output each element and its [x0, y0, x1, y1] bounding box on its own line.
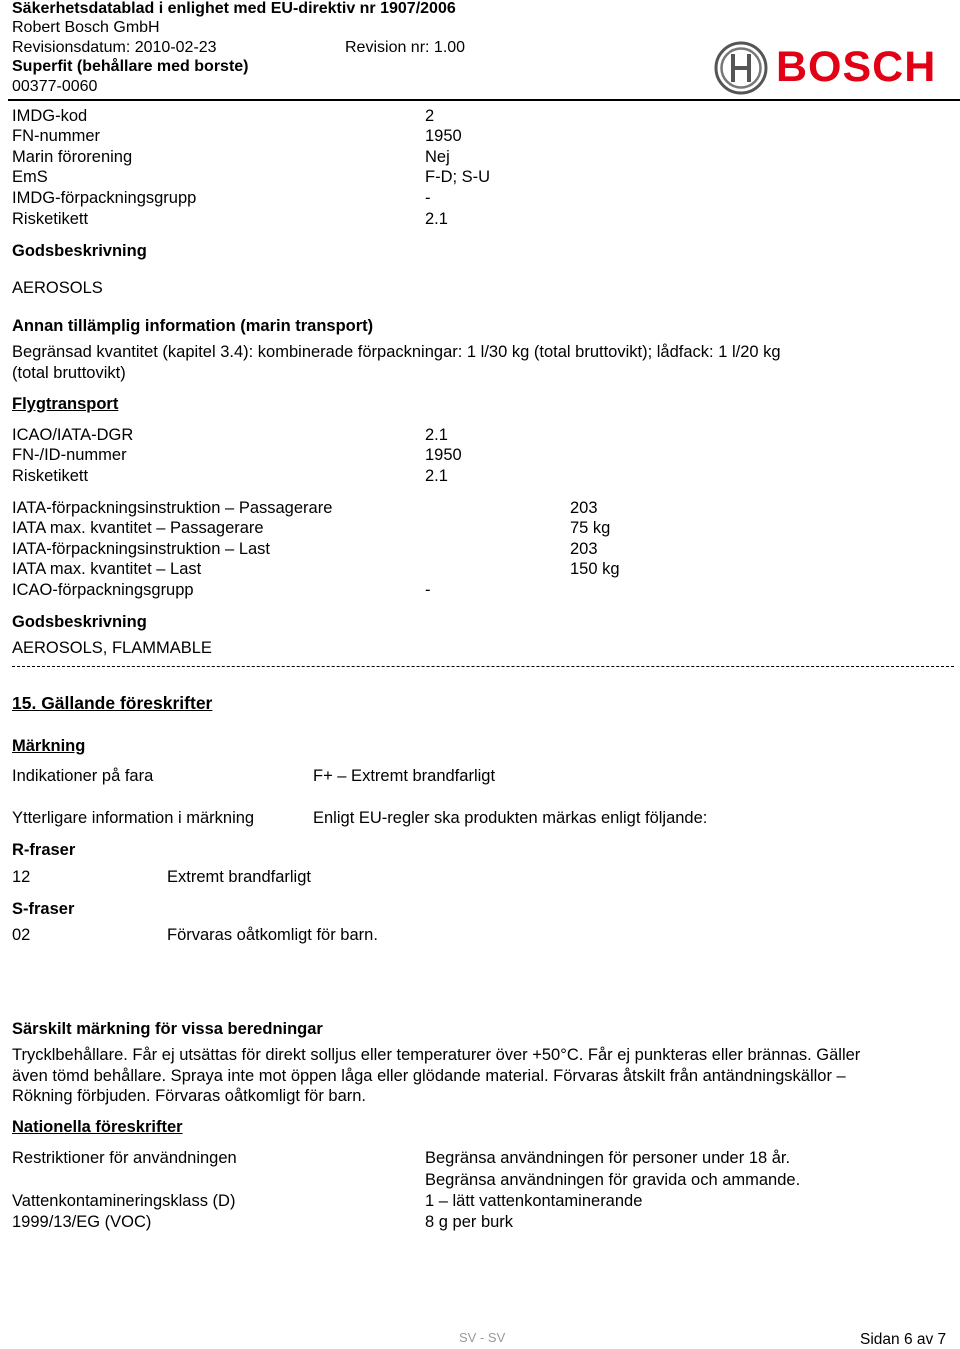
iata-instr-cargo-value: 203 [570, 540, 598, 558]
r-phrase-text: Extremt brandfarligt [167, 868, 311, 886]
iata-max-cargo-value: 150 kg [570, 560, 620, 578]
special-labelling-line-3: Rökning förbjuden. Förvaras oåtkomligt för barn. [12, 1087, 367, 1105]
air-transport-heading: Flygtransport [12, 395, 119, 413]
national-regulations-heading: Nationella föreskrifter [12, 1118, 183, 1136]
special-labelling-heading: Särskilt märkning för vissa beredningar [12, 1020, 323, 1038]
limited-quantity-text-cont: (total bruttovikt) [12, 364, 126, 382]
bosch-armature-icon [714, 41, 768, 95]
limited-quantity-text: Begränsad kvantitet (kapitel 3.4): kombinerade förpackningar: 1 l/30 kg (total bruttovikt); lådfack: 1 l/20 kg [12, 343, 781, 361]
sea-risk-label-value: 2.1 [425, 210, 448, 228]
un-number-value: 1950 [425, 127, 462, 145]
iata-max-passenger-label: IATA max. kvantitet – Passagerare [12, 519, 264, 537]
ems-label: EmS [12, 168, 48, 186]
voc-label: 1999/13/EG (VOC) [12, 1213, 152, 1231]
marine-pollutant-value: Nej [425, 148, 450, 166]
revision-number: Revision nr: 1.00 [345, 39, 466, 56]
product-name: Superfit (behållare med borste) [12, 58, 249, 75]
sea-goods-heading: Godsbeskrivning [12, 242, 147, 260]
product-code: 00377-0060 [12, 78, 98, 95]
iata-instr-cargo-label: IATA-förpackningsinstruktion – Last [12, 540, 271, 558]
labelling-heading: Märkning [12, 737, 86, 755]
marine-other-info-heading: Annan tillämplig information (marin transport) [12, 317, 374, 335]
use-restriction-value-2: Begränsa användningen för gravida och ammande. [425, 1171, 801, 1189]
icao-packing-group-value: - [425, 581, 431, 599]
r-phrase-code: 12 [12, 868, 31, 886]
iata-max-cargo-label: IATA max. kvantitet – Last [12, 560, 202, 578]
special-labelling-line-2: även tömd behållare. Spraya inte mot öppen låga eller glödande material. Förvaras åtskilt från antändningskällor – [12, 1067, 846, 1085]
icao-packing-group-label: ICAO-förpackningsgrupp [12, 581, 194, 599]
hazard-indication-value: F+ – Extremt brandfarligt [313, 767, 496, 785]
un-id-number-label: FN-/ID-nummer [12, 446, 127, 464]
sds-title: Säkerhetsdatablad i enlighet med EU-direktiv nr 1907/2006 [12, 0, 456, 17]
un-id-number-value: 1950 [425, 446, 462, 464]
ems-value: F-D; S-U [425, 168, 491, 186]
header-divider [8, 99, 960, 101]
use-restriction-label: Restriktioner för användningen [12, 1149, 237, 1167]
s-phrases-heading: S-fraser [12, 900, 75, 918]
iata-instr-passenger-label: IATA-förpackningsinstruktion – Passagerare [12, 499, 333, 517]
icao-iata-dgr-label: ICAO/IATA-DGR [12, 426, 134, 444]
hazard-indication-label: Indikationer på fara [12, 767, 154, 785]
extra-label-info-label: Ytterligare information i märkning [12, 809, 255, 827]
imdg-packing-group-value: - [425, 189, 431, 207]
air-goods-heading: Godsbeskrivning [12, 613, 147, 631]
special-labelling-line-1: Trycklbehållare. Får ej utsättas för direkt solljus eller temperaturer över +50°C. Får ej punkteras eller brännas. Gäller [12, 1046, 861, 1064]
language-code: SV - SV [459, 1330, 506, 1345]
section-15-title: 15. Gällande föreskrifter [12, 693, 213, 713]
imdg-code-label: IMDG-kod [12, 107, 88, 125]
icao-iata-dgr-value: 2.1 [425, 426, 448, 444]
revision-date: Revisionsdatum: 2010-02-23 [12, 39, 217, 56]
voc-value: 8 g per burk [425, 1213, 514, 1231]
un-number-label: FN-nummer [12, 127, 101, 145]
extra-label-info-value: Enligt EU-regler ska produkten märkas enligt följande: [313, 809, 708, 827]
air-goods-value: AEROSOLS, FLAMMABLE [12, 639, 212, 657]
water-hazard-class-label: Vattenkontamineringsklass (D) [12, 1192, 236, 1210]
imdg-code-value: 2 [425, 107, 435, 125]
imdg-packing-group-label: IMDG-förpackningsgrupp [12, 189, 197, 207]
iata-instr-passenger-value: 203 [570, 499, 598, 517]
page-number: Sidan 6 av 7 [860, 1331, 947, 1348]
company-name: Robert Bosch GmbH [12, 19, 160, 36]
bosch-logo-wordmark: BOSCH [776, 43, 937, 91]
marine-pollutant-label: Marin förorening [12, 148, 133, 166]
water-hazard-class-value: 1 – lätt vattenkontaminerande [425, 1192, 643, 1210]
s-phrase-code: 02 [12, 926, 31, 944]
iata-max-passenger-value: 75 kg [570, 519, 611, 537]
air-risk-label-label: Risketikett [12, 467, 89, 485]
use-restriction-value-1: Begränsa användningen för personer under 18 år. [425, 1149, 791, 1167]
r-phrases-heading: R-fraser [12, 841, 76, 859]
s-phrase-text: Förvaras oåtkomligt för barn. [167, 926, 378, 944]
sea-goods-value: AEROSOLS [12, 279, 103, 297]
sea-risk-label-label: Risketikett [12, 210, 89, 228]
air-risk-label-value: 2.1 [425, 467, 448, 485]
section-divider [12, 666, 954, 667]
